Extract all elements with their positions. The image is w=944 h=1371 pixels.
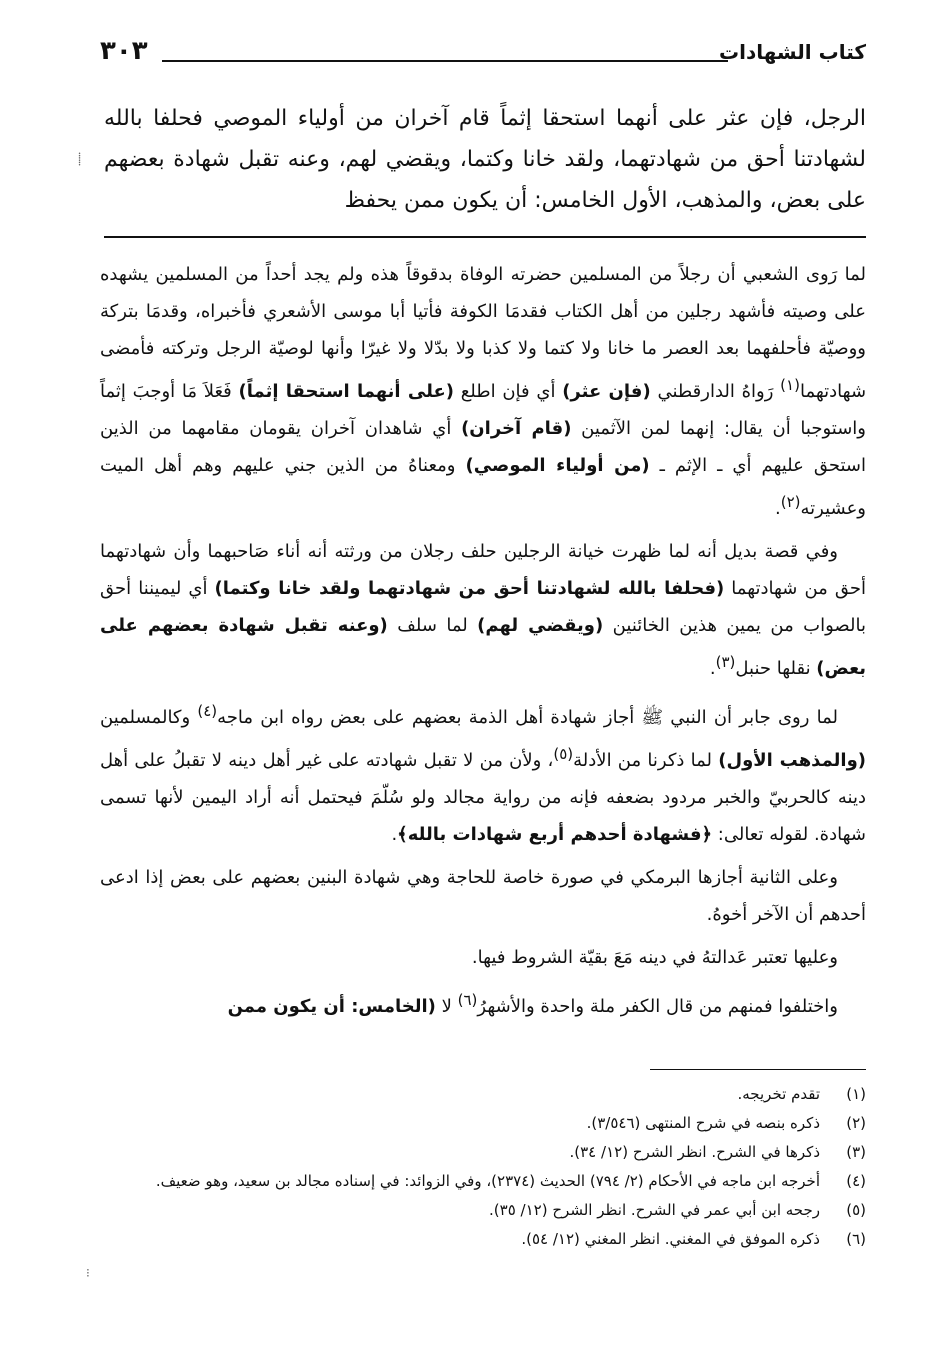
quoted-phrase: (فإن عثر) (562, 381, 651, 402)
quoted-phrase: (والمذهب الأول) (718, 750, 866, 771)
page-number: ٣٠٣ (100, 36, 148, 66)
quoted-phrase: (من أولياء الموصي) (465, 455, 650, 476)
header-rule (162, 60, 728, 62)
text-commentary-divider (104, 236, 866, 238)
footnote-divider (650, 1069, 866, 1070)
footnote-number: (٣) (846, 1143, 866, 1161)
footnote-number: (٤) (846, 1172, 866, 1190)
quoted-phrase: (وعنه تقبل شهادة بعضهم على بعض) (100, 615, 866, 679)
commentary-paragraph-1: لما رَوى الشعبي أن رجلاً من المسلمين حضرته الوفاة بدقوقاً هذه ولم يجد أحداً من المسلمين يشهده على وصيته فأشهد رجلين من أهل الكتاب فقدمَا الكوفة فأتيا أبا موسى الأشعري فأخبراه، وقدمَا بتركة ووصيّة فأحلفهما بعد العصر ما خانا ولا كتما ولا كذبا ولا بدّلا ولا غيرّا وأنها لوصيّة الرجل وتركته فأمضى شهادتهما$^{(١)}$ رَواهُ الدارقطني (فإن عثر) أي فإن اطلع (على أنهما استحقا إثماً) فَعَلاَ مَا أوجبَ إثماً واستوجبا أن يقال: إنهما لمن الآثمين (قام آخران) أي شاهدان آخران يقومان مقامهما من الذين استحق عليهم أي ـ الإثم ـ (من أولياء الموصي) ومعناهُ من الذين جني عليهم وهم أهل الميت وعشيرته$^{(٢)}$. (100, 264, 867, 519)
footnote-ref-6: (٦) (457, 991, 478, 1009)
main-text (104, 98, 866, 221)
footnote-item (92, 1225, 866, 1254)
commentary-paragraph-2: وفي قصة بديل أنه لما ظهرت خيانة الرجلين حلف رجلان من ورثته أنه أناء صَاحبهما وأن شهادتهما أحق من شهادتهما (فحلفا بالله لشهادتنا أحق من شهادتهما ولقد خانا وكتما) أي ليميننا أحق بالصواب من يمين هذين الخائنين (ويقضي لهم) لما سلف (وعنه تقبل شهادة بعضهم على بعض) نقلها حنبل$^{(٣)}$. (100, 541, 867, 679)
footnote-item (92, 1109, 866, 1138)
footnote-text: ذكرها في الشرح. انظر الشرح (١٢/ ٣٤). (569, 1143, 820, 1161)
page-header (100, 36, 866, 72)
quoted-phrase: (قام آخران) (461, 418, 572, 439)
running-title: كتاب الشهادات (718, 40, 866, 64)
quoted-phrase: (فحلفا بالله لشهادتنا أحق من شهادتهما ولقد خانا وكتما) (214, 578, 725, 599)
quoted-phrase: (ويقضي لهم) (477, 615, 604, 636)
footnote-item (92, 1080, 866, 1109)
main-text-paragraph: الرجل، فإن عثر على أنهما استحقا إثماً قام آخران من أولياء الموصي فحلفا بالله لشهادتنا أحق من شهادتهما، ولقد خانا وكتما، ويقضي لهم، وعنه تقبل شهادة بعضهم على بعض، والمذهب، الأول الخامس: أن يكون ممن يحفظ (104, 106, 866, 213)
footnote-item (92, 1138, 866, 1167)
footnote-ref-3: (٣) (715, 653, 736, 671)
footnote-item (92, 1167, 866, 1196)
quoted-phrase: (الخامس: أن يكون ممن (227, 996, 436, 1017)
scan-speck: ⁝ (86, 1266, 90, 1280)
footnote-text: تقدم تخريجه. (737, 1085, 820, 1103)
footnote-text: أخرجه ابن ماجه في الأحكام (٢/ ٧٩٤) الحديث (٢٣٧٤)، وفي الزوائد: في إسناده مجالد بن سعيد، وهو ضعيف. (155, 1172, 820, 1190)
footnote-ref-2: (٢) (780, 493, 801, 511)
quoted-phrase: (على أنهما استحقا إثماً) (238, 381, 454, 402)
footnote-text: رجحه ابن أبي عمر في الشرح. انظر الشرح (١٢/ ٣٥). (489, 1201, 820, 1219)
commentary (100, 256, 866, 1031)
footnote-text: ذكره الموفق في المغني. انظر المغني (١٢/ ٥٤). (521, 1230, 820, 1248)
footnotes (92, 1080, 866, 1254)
footnote-number: (١) (846, 1085, 866, 1103)
footnote-number: (٥) (846, 1201, 866, 1219)
footnote-text: ذكره بنصه في شرح المنتهى (٣/٥٤٦). (586, 1114, 820, 1132)
footnote-item (92, 1196, 866, 1225)
footnote-ref-4: (٤) (197, 702, 218, 720)
commentary-paragraph-5: وعليها تعتبر عَدالتهُ في دينه مَعَ بقيّة الشروط فيها. (471, 947, 838, 968)
footnote-number: (٦) (846, 1230, 866, 1248)
commentary-paragraph-4: وعلى الثانية أجازها البرمكي في صورة خاصة للحاجة وهي شهادة البنين بعضهم على بعض إذا ادعى أحدهم أن الآخر أخوهُ. (100, 867, 866, 925)
scan-speck: ⸽ (78, 152, 82, 166)
footnote-ref-5: (٥) (553, 745, 574, 763)
commentary-paragraph-6: واختلفوا فمنهم من قال الكفر ملة واحدة والأشهرُ$^{(٦)}$ لا (الخامس: أن يكون ممن (227, 991, 838, 1017)
commentary-paragraph-3: لما روى جابر أن النبي ﷺ أجاز شهادة أهل الذمة بعضهم على بعض رواه ابن ماجه$^{(٤)}$ وكالمسلمين (والمذهب الأول) لما ذكرنا من الأدلة$^{(٥)}$، ولأن من لا تقبل شهادته على غير أهل دينه لا تقبلُ على أهل دينه كالحربيّ والخبر مردود بضعفه فإنه من رواية مجالد ولو سُلّمَ فيحتمل أنه أراد اليمين لأنها تسمى شهادة. لقوله تعالى: ﴿فشهادة أحدهم أربع شهادات بالله﴾. (100, 702, 866, 845)
quran-quote: ﴿فشهادة أحدهم أربع شهادات بالله﴾ (397, 824, 713, 845)
footnote-ref-1: (١) (780, 376, 800, 394)
footnote-number: (٢) (846, 1114, 866, 1132)
